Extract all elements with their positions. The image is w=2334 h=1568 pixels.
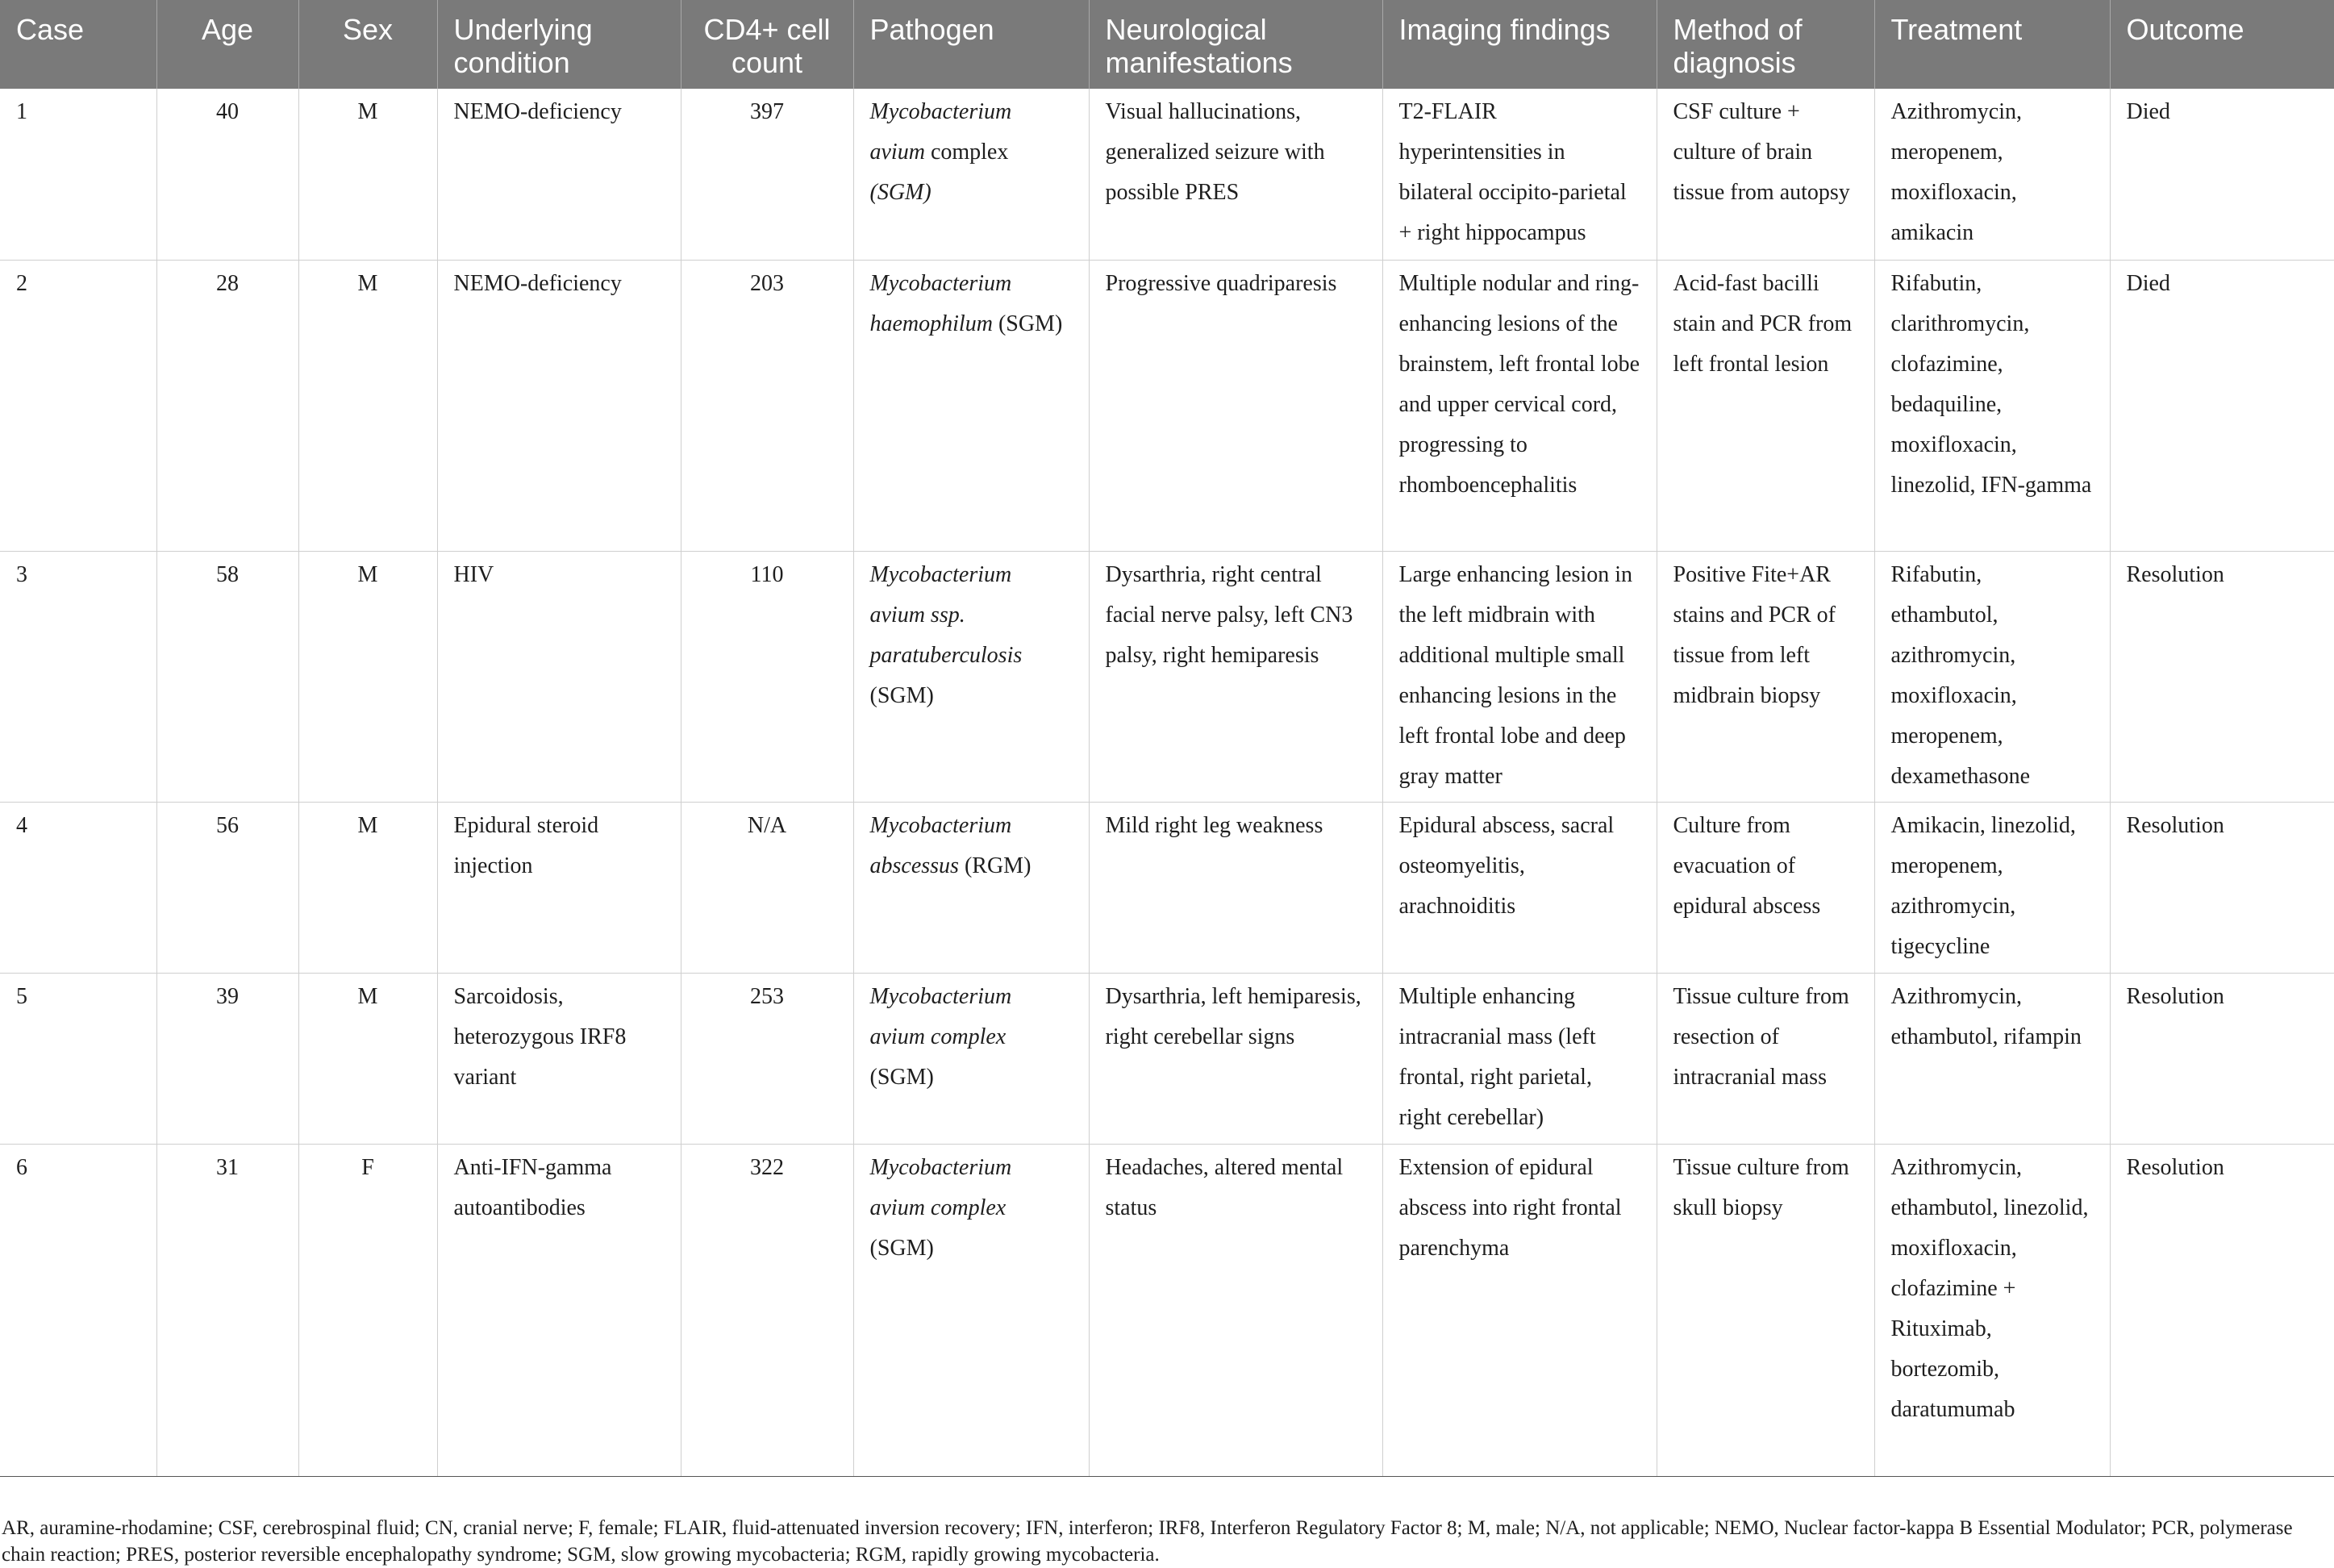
table-row	[0, 802, 2334, 973]
cell-outcome: Resolution	[2110, 802, 2334, 973]
cell-method-of-diagnosis: Tissue culture from skull biopsy	[1657, 1144, 1874, 1476]
table-row	[0, 1144, 2334, 1476]
cell-neurological-manifestations: Visual hallucinations, generalized seizure with possible PRES	[1089, 89, 1382, 260]
cell-pathogen	[853, 89, 1089, 260]
table-header-row	[0, 0, 2334, 89]
cell-outcome: Resolution	[2110, 973, 2334, 1144]
pathogen-species: Mycobacterium abscessus	[869, 812, 1012, 878]
pathogen-suffix-italic: (SGM)	[869, 180, 932, 205]
cell-imaging-findings: T2-FLAIR hyperintensities in bilateral occipito-parietal + right hippocampus	[1382, 89, 1657, 260]
cell-cd4-count: 322	[681, 1144, 853, 1476]
header-treatment: Treatment	[1874, 0, 2110, 89]
cell-age: 40	[156, 89, 298, 260]
cell-underlying-condition: HIV	[437, 551, 681, 802]
cell-neurological-manifestations: Headaches, altered mental status	[1089, 1144, 1382, 1476]
cell-case: 2	[0, 260, 156, 551]
cell-outcome: Died	[2110, 260, 2334, 551]
cell-treatment: Azithromycin, meropenem, moxifloxacin, amikacin	[1874, 89, 2110, 260]
table-row	[0, 260, 2334, 551]
cell-imaging-findings: Multiple enhancing intracranial mass (left frontal, right parietal, right cerebellar)	[1382, 973, 1657, 1144]
cell-case: 6	[0, 1144, 156, 1476]
cell-underlying-condition: Anti-IFN-gamma autoantibodies	[437, 1144, 681, 1476]
cell-treatment: Rifabutin, clarithromycin, clofazimine, bedaquiline, moxifloxacin, linezolid, IFN-gamma	[1874, 260, 2110, 551]
cell-outcome: Died	[2110, 89, 2334, 260]
header-neurological-manifestations: Neurological manifestations	[1089, 0, 1382, 89]
pathogen-species: Mycobacterium avium complex	[869, 1154, 1012, 1220]
cell-method-of-diagnosis: Tissue culture from resection of intracranial mass	[1657, 973, 1874, 1144]
cell-pathogen	[853, 802, 1089, 973]
cell-cd4-count: 397	[681, 89, 853, 260]
cell-sex: M	[298, 973, 437, 1144]
cell-pathogen	[853, 973, 1089, 1144]
cell-treatment: Azithromycin, ethambutol, linezolid, moxifloxacin, clofazimine + Rituximab, bortezomib, daratumumab	[1874, 1144, 2110, 1476]
cell-neurological-manifestations: Dysarthria, right central facial nerve palsy, left CN3 palsy, right hemiparesis	[1089, 551, 1382, 802]
cell-outcome: Resolution	[2110, 1144, 2334, 1476]
cell-pathogen	[853, 551, 1089, 802]
cell-case: 3	[0, 551, 156, 802]
cell-age: 58	[156, 551, 298, 802]
cell-method-of-diagnosis: CSF culture + culture of brain tissue from autopsy	[1657, 89, 1874, 260]
header-cd4-count: CD4+ cell count	[681, 0, 853, 89]
cell-pathogen	[853, 1144, 1089, 1476]
cell-underlying-condition: Epidural steroid injection	[437, 802, 681, 973]
pathogen-species: Mycobacterium avium	[869, 99, 1012, 165]
cell-cd4-count: 203	[681, 260, 853, 551]
pathogen-species: Mycobacterium haemophilum	[869, 270, 1012, 336]
table-row	[0, 551, 2334, 802]
cell-sex: M	[298, 260, 437, 551]
cell-neurological-manifestations: Dysarthria, left hemiparesis, right cerebellar signs	[1089, 973, 1382, 1144]
pathogen-suffix: complex	[924, 140, 1009, 165]
cell-case: 5	[0, 973, 156, 1144]
cell-sex: M	[298, 802, 437, 973]
cell-treatment: Rifabutin, ethambutol, azithromycin, moxifloxacin, meropenem, dexamethasone	[1874, 551, 2110, 802]
cell-age: 28	[156, 260, 298, 551]
header-imaging-findings: Imaging findings	[1382, 0, 1657, 89]
cell-treatment: Amikacin, linezolid, meropenem, azithromycin, tigecycline	[1874, 802, 2110, 973]
cell-imaging-findings: Extension of epidural abscess into right frontal parenchyma	[1382, 1144, 1657, 1476]
cell-cd4-count: N/A	[681, 802, 853, 973]
header-method-of-diagnosis: Method of diagnosis	[1657, 0, 1874, 89]
cell-cd4-count: 110	[681, 551, 853, 802]
cell-age: 31	[156, 1144, 298, 1476]
header-age: Age	[156, 0, 298, 89]
pathogen-suffix: (SGM)	[869, 682, 934, 708]
cell-method-of-diagnosis: Acid-fast bacilli stain and PCR from left frontal lesion	[1657, 260, 1874, 551]
header-underlying-condition: Underlying condition	[437, 0, 681, 89]
cell-imaging-findings: Multiple nodular and ring-enhancing lesions of the brainstem, left frontal lobe and upper cervical cord, progressing to rhomboencephalitis	[1382, 260, 1657, 551]
cell-method-of-diagnosis: Culture from evacuation of epidural abscess	[1657, 802, 1874, 973]
cell-sex: M	[298, 89, 437, 260]
table-footnote: AR, auramine-rhodamine; CSF, cerebrospinal fluid; CN, cranial nerve; F, female; FLAIR, fluid-attenuated inversion recovery; IFN, interferon; IRF8, Interferon Regulatory Factor 8; M, male; N/A, not applicable; NEMO, Nuclear factor-kappa B Essential Modulator; PCR, polymerase chain reaction; PRES, posterior reversible encephalopathy syndrome; SGM, slow growing mycobacteria; RGM, rapidly growing mycobacteria.	[2, 1517, 2293, 1566]
header-case: Case	[0, 0, 156, 89]
pathogen-suffix: (SGM)	[869, 1235, 934, 1261]
pathogen-suffix: (SGM)	[869, 1064, 934, 1090]
cell-pathogen	[853, 260, 1089, 551]
cell-underlying-condition: NEMO-deficiency	[437, 260, 681, 551]
table-row	[0, 89, 2334, 260]
table-row	[0, 973, 2334, 1144]
pathogen-species: Mycobacterium avium ssp. paratuberculosis	[869, 561, 1023, 668]
pathogen-suffix: (SGM)	[992, 311, 1063, 336]
cell-sex: F	[298, 1144, 437, 1476]
pathogen-species: Mycobacterium avium complex	[869, 983, 1012, 1049]
pathogen-suffix: (RGM)	[958, 853, 1032, 878]
cell-treatment: Azithromycin, ethambutol, rifampin	[1874, 973, 2110, 1144]
cell-age: 39	[156, 973, 298, 1144]
cell-neurological-manifestations: Mild right leg weakness	[1089, 802, 1382, 973]
cell-imaging-findings: Epidural abscess, sacral osteomyelitis, arachnoiditis	[1382, 802, 1657, 973]
cell-case: 1	[0, 89, 156, 260]
cell-method-of-diagnosis: Positive Fite+AR stains and PCR of tissue from left midbrain biopsy	[1657, 551, 1874, 802]
header-pathogen: Pathogen	[853, 0, 1089, 89]
header-sex: Sex	[298, 0, 437, 89]
cell-case: 4	[0, 802, 156, 973]
cell-underlying-condition: Sarcoidosis, heterozygous IRF8 variant	[437, 973, 681, 1144]
cell-neurological-manifestations: Progressive quadriparesis	[1089, 260, 1382, 551]
cell-age: 56	[156, 802, 298, 973]
cell-underlying-condition: NEMO-deficiency	[437, 89, 681, 260]
header-outcome: Outcome	[2110, 0, 2334, 89]
cell-outcome: Resolution	[2110, 551, 2334, 802]
cell-cd4-count: 253	[681, 973, 853, 1144]
cell-sex: M	[298, 551, 437, 802]
cell-imaging-findings: Large enhancing lesion in the left midbrain with additional multiple small enhancing lesions in the left frontal lobe and deep gray matter	[1382, 551, 1657, 802]
